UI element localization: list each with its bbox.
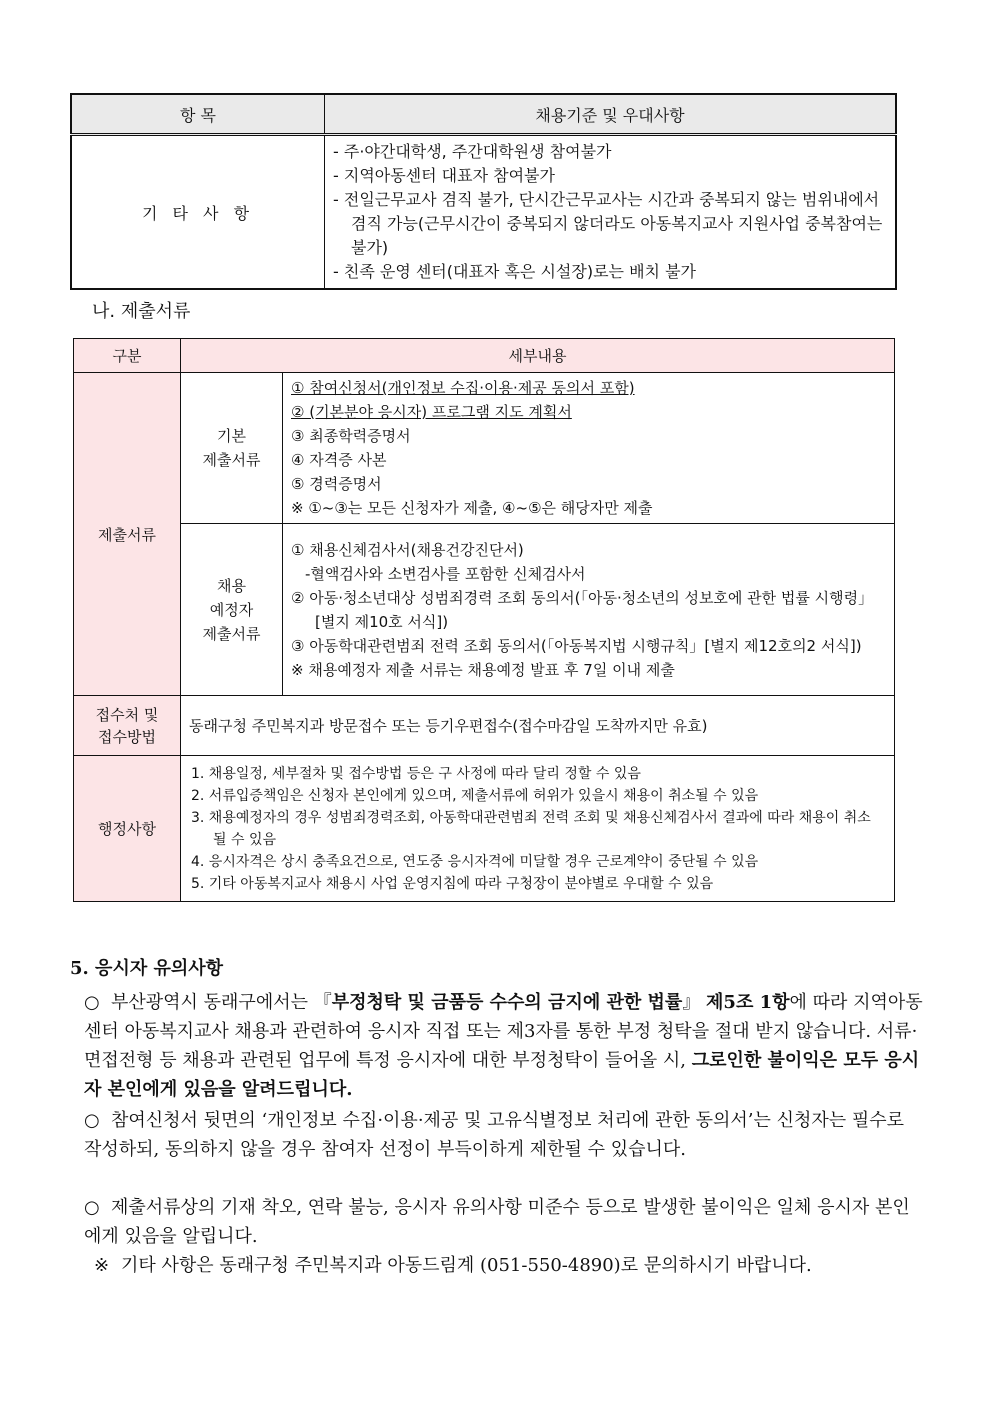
note-paragraph-3: ○ 제출서류상의 기재 착오, 연락 불능, 응시자 유의사항 미준수 등으로 발생한 불이익은 일체 응시자 본인에게 있음을 알립니다. <box>84 1193 924 1251</box>
prospect-docs-list <box>283 524 895 696</box>
list-item: ⑤ 경력증명서 <box>291 475 382 493</box>
list-item: ③ 아동학대관련범죄 전력 조회 동의서(「아동복지법 시행규칙」[별지 제12호의2 서식]) <box>291 636 862 655</box>
bullet-circle: ○ <box>84 1197 100 1218</box>
row-label-other: 기 타 사 항 <box>71 135 325 290</box>
documents-table <box>73 338 895 902</box>
section-title-notes: 5. 응시자 유의사항 <box>70 958 224 979</box>
list-item: 2. 서류입증책임은 신청자 본인에게 있으며, 제출서류에 허위가 있을시 채용이 취소될 수 있음 <box>191 787 759 804</box>
bullet-circle: ○ <box>84 992 100 1013</box>
header-detail: 세부내용 <box>181 339 895 373</box>
note-paragraph-2: ○ 참여신청서 뒷면의 ‘개인정보 수집·이용·제공 및 고유식별정보 처리에 관한 동의서’는 신청자는 필수로 작성하되, 동의하지 않을 경우 참여자 선정이 부득이하게 제한될 수 있습니다. <box>84 1106 924 1164</box>
section-heading-documents: 나. 제출서류 <box>92 301 191 322</box>
list-item: ① 참여신청서(개인정보 수집·이용·제공 동의서 포함) <box>291 379 635 397</box>
list-item: 3. 채용예정자의 경우 성범죄경력조회, 아동학대관련범죄 전력 조회 및 채용신체검사서 결과에 따라 채용이 취소될 수 있음 <box>191 809 871 848</box>
list-item: ③ 최종학력증명서 <box>291 427 411 445</box>
basic-docs-list <box>283 373 895 524</box>
list-item: 1. 채용일정, 세부절차 및 접수방법 등은 구 사정에 따라 달리 정할 수 있음 <box>191 765 641 782</box>
note-paragraph-1: ○ 부산광역시 동래구에서는 『부정청탁 및 금품등 수수의 금지에 관한 법률』 제5조 1항에 따라 지역아동센터 아동복지교사 채용과 관련하여 응시자 직접 또는 제3자를 통한 부정 청탁을 절대 받지 않습니다. 서류·면접전형 등 채용과 관련된 업무에 특정 응시자에 대한 부정청탁이 들어올 시, 그로인한 불이익은 모두 응시자 본인에게 있음을 알려드립니다. <box>84 988 924 1104</box>
list-item: ④ 자격증 사본 <box>291 451 387 469</box>
list-item: - 전일근무교사 겸직 불가, 단시간근무교사는 시간과 중복되지 않는 범위내에서 겸직 가능(근무시간이 중복되지 않더라도 아동복지교사 지원사업 중복참여는 불가) <box>333 190 883 257</box>
header-category: 구분 <box>74 339 181 373</box>
list-item: ※ 채용예정자 제출 서류는 채용예정 발표 후 7일 이내 제출 <box>291 660 675 679</box>
list-item: ① 채용신체검사서(채용건강진단서) <box>291 540 524 559</box>
list-item: 5. 기타 아동복지교사 채용시 사업 운영지침에 따라 구청장이 분야별로 우대할 수 있음 <box>191 875 714 892</box>
list-item: ※ ①~③는 모든 신청자가 제출, ④~⑤은 해당자만 제출 <box>291 499 653 517</box>
group-label-documents: 제출서류 <box>74 373 181 696</box>
other-items <box>325 135 897 290</box>
reception-label: 접수처 및 접수방법 <box>74 696 181 756</box>
list-item: ② (기본분야 응시자) 프로그램 지도 계획서 <box>291 403 572 421</box>
note-mark: ※ <box>94 1255 110 1276</box>
header-criteria: 채용기준 및 우대사항 <box>325 94 897 135</box>
eligibility-table <box>70 93 897 290</box>
admin-label: 행정사항 <box>74 756 181 902</box>
admin-list <box>181 756 895 902</box>
list-item: ② 아동·청소년대상 성범죄경력 조회 동의서(「아동·청소년의 성보호에 관한 법률 시행령」[별지 제10호 서식]) <box>291 588 874 631</box>
list-item: - 지역아동센터 대표자 참여불가 <box>333 166 555 185</box>
basic-docs-label: 기본 제출서류 <box>181 373 283 524</box>
header-item: 항 목 <box>71 94 325 135</box>
note-contact: ※ 기타 사항은 동래구청 주민복지과 아동드림계 (051-550-4890)로 문의하시기 바랍니다. <box>94 1251 874 1280</box>
list-item: 4. 응시자격은 상시 충족요건으로, 연도중 응시자격에 미달할 경우 근로계약이 중단될 수 있음 <box>191 853 759 870</box>
reception-text: 동래구청 주민복지과 방문접수 또는 등기우편접수(접수마감일 도착까지만 유효) <box>181 696 895 756</box>
list-item: - 친족 운영 센터(대표자 혹은 시설장)로는 배치 불가 <box>333 262 696 281</box>
bullet-circle: ○ <box>84 1110 100 1131</box>
list-item: - 주·야간대학생, 주간대학원생 참여불가 <box>333 142 612 161</box>
list-item: -혈액검사와 소변검사를 포함한 신체검사서 <box>305 564 586 583</box>
prospect-docs-label: 채용 예정자 제출서류 <box>181 524 283 696</box>
